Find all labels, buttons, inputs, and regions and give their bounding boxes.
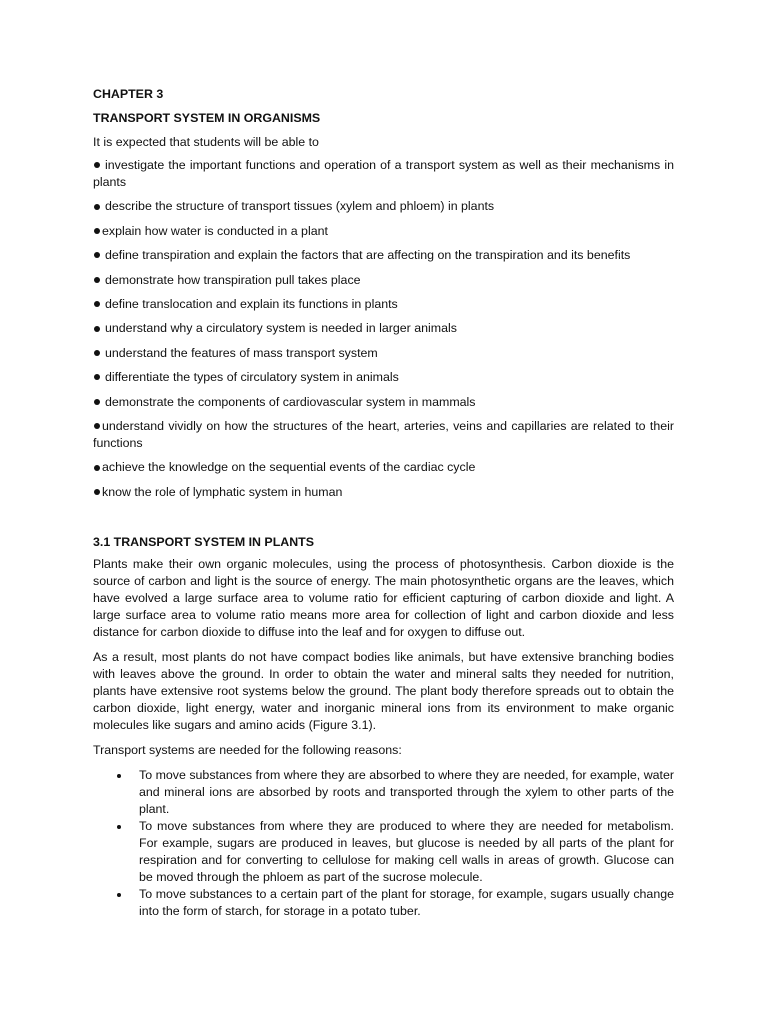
objective-text: demonstrate how transpiration pull takes place <box>105 272 361 287</box>
objective-text: understand vividly on how the structures of the heart, arteries, veins and capillaries are related to their functions <box>93 418 674 450</box>
list-item <box>93 320 674 337</box>
chapter-label: CHAPTER 3 <box>93 87 164 101</box>
bullet-icon <box>94 350 100 356</box>
bullet-icon <box>94 326 100 332</box>
objective-text: demonstrate the components of cardiovascular system in mammals <box>105 394 476 409</box>
list-item <box>93 418 674 452</box>
objective-text: know the role of lymphatic system in human <box>102 484 343 499</box>
objectives-list <box>93 157 674 501</box>
list-item <box>93 394 674 411</box>
objective-text: define translocation and explain its functions in plants <box>105 296 398 311</box>
list-item <box>93 247 674 264</box>
list-item: To move substances from where they are produced to where they are needed for metabolism. For example, sugars are produced in leaves, but glucose is needed by all parts of the plant for respiration and for converting to cellulose for making cell walls in areas of growth. Glucose can be moved through the phloem as part of the sucrose molecule. <box>139 818 674 884</box>
objective-text: understand why a circulatory system is needed in larger animals <box>105 321 457 336</box>
objective-text: understand the features of mass transport system <box>105 345 378 360</box>
list-item <box>93 198 674 215</box>
bullet-icon <box>94 162 100 168</box>
list-item <box>93 369 674 386</box>
list-item <box>93 272 674 289</box>
bullet-icon <box>94 489 100 495</box>
list-item <box>93 223 674 240</box>
section-title: 3.1 TRANSPORT SYSTEM IN PLANTS <box>93 534 314 549</box>
bullet-icon <box>94 228 100 234</box>
list-item <box>93 345 674 362</box>
bullet-icon <box>94 204 100 210</box>
objective-text: achieve the knowledge on the sequential events of the cardiac cycle <box>102 460 476 475</box>
objective-text: describe the structure of transport tissues (xylem and phloem) in plants <box>105 199 495 214</box>
objectives-intro: It is expected that students will be able to <box>93 135 319 149</box>
list-item: To move substances to a certain part of the plant for storage, for example, sugars usually change into the form of starch, for storage in a potato tuber. <box>139 886 674 918</box>
bullet-icon <box>94 465 100 471</box>
objective-text: define transpiration and explain the factors that are affecting on the transpiration and its benefits <box>105 248 631 263</box>
objective-text: differentiate the types of circulatory system in animals <box>105 370 399 385</box>
bullet-icon <box>94 399 100 405</box>
objective-text: investigate the important functions and operation of a transport system as well as their mechanisms in plants <box>93 158 674 189</box>
list-item <box>93 459 674 476</box>
list-item <box>93 296 674 313</box>
list-item <box>93 484 674 501</box>
paragraph: Plants make their own organic molecules, using the process of photosynthesis. Carbon dioxide is the source of carbon and light is the source of energy. The main photosynthetic organs are the leaves, which have evolved a large surface area to volume ratio for efficient capturing of carbon dioxide and light. A large surface area to volume ratio means more area for collection of light and carbon dioxide and less distance for carbon dioxide to diffuse into the leaf and for oxygen to diffuse out. <box>93 556 674 639</box>
bullet-icon <box>94 374 100 380</box>
list-item: To move substances from where they are absorbed to where they are needed, for example, water and mineral ions are absorbed by roots and transported through the xylem to other parts of the plant. <box>139 767 674 816</box>
list-item <box>93 157 674 191</box>
paragraph: As a result, most plants do not have compact bodies like animals, but have extensive branching bodies with leaves above the ground. In order to obtain the water and mineral salts they needed for nutrition, plants have extensive root systems below the ground. The plant body therefore spreads out to obtain the carbon dioxide, light energy, water and inorganic mineral ions from its environment to make organic molecules like sugars and amino acids (Figure 3.1). <box>93 649 674 732</box>
objective-text: explain how water is conducted in a plant <box>102 223 328 238</box>
chapter-title: TRANSPORT SYSTEM IN ORGANISMS <box>93 111 321 125</box>
reasons-list <box>93 767 674 920</box>
bullet-icon <box>94 252 100 258</box>
bullet-icon <box>94 277 100 283</box>
paragraph: Transport systems are needed for the following reasons: <box>93 742 402 757</box>
bullet-icon <box>94 301 100 307</box>
bullet-icon <box>94 423 100 429</box>
